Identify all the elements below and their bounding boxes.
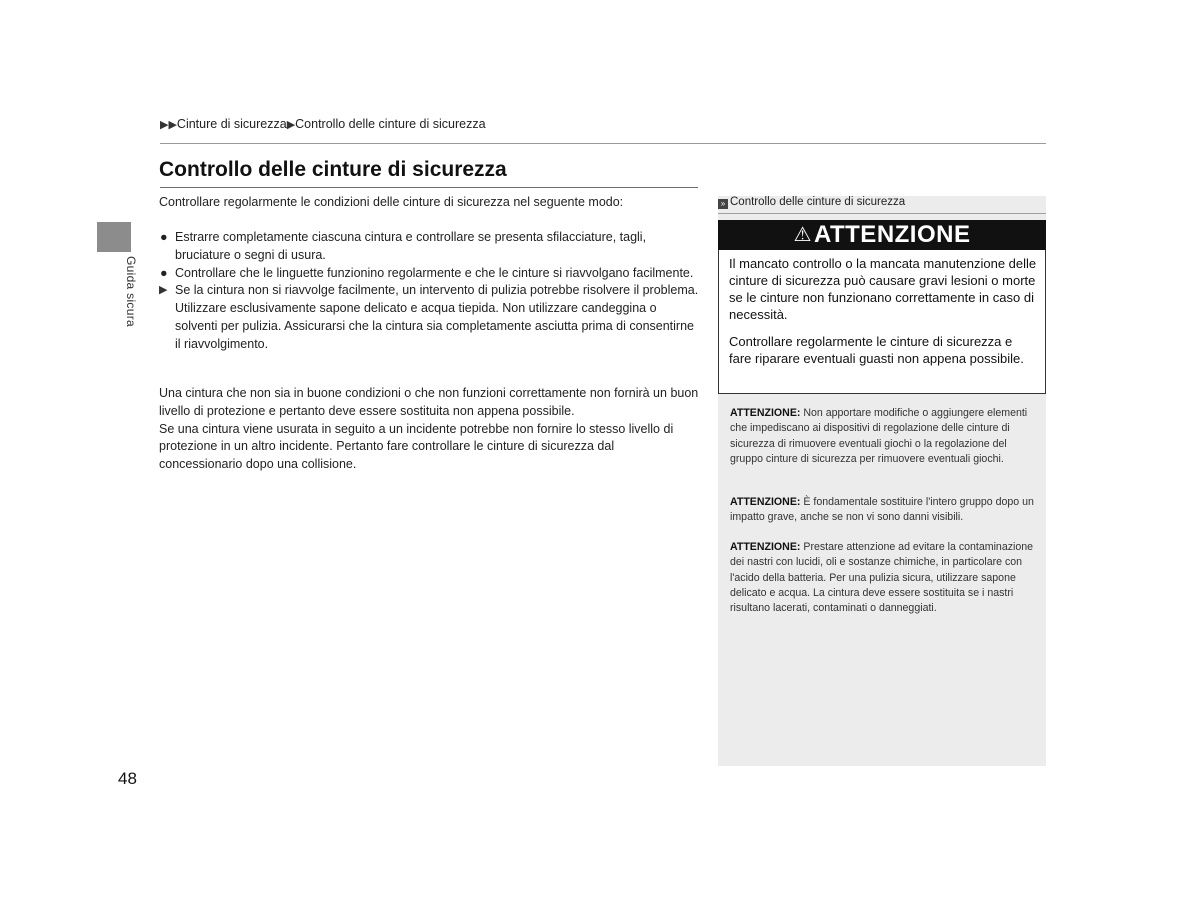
breadcrumb (160, 117, 486, 131)
list-item (159, 229, 699, 265)
arrow-right-icon: ▶ (159, 284, 168, 297)
sidebar-header (718, 196, 1046, 214)
warning-header (718, 220, 1046, 250)
intro-text: Controllare regolarmente le condizioni delle cinture di sicurezza nel seguente modo: (159, 195, 624, 209)
breadcrumb-item-current[interactable]: Controllo delle cinture di sicurezza (295, 117, 486, 131)
caution-note (730, 540, 1036, 616)
paragraph-after-collision: Se una cintura viene usurata in seguito a un incidente potrebbe non fornire lo stesso livello di protezione in un altro incidente. Pertanto fare controllare le cinture di sicurezza dal concessionario dopo una collisione. (159, 421, 674, 472)
page-title: Controllo delle cinture di sicurezza (159, 158, 507, 181)
warning-text-2: Controllare regolarmente le cinture di sicurezza e fare riparare eventuali guasti non appena possibile. (729, 334, 1024, 366)
sub-note (159, 282, 699, 353)
caution-text: È fondamentale sostituire l'intero gruppo dopo un impatto grave, anche se non vi sono danni visibili. (730, 496, 1034, 524)
warning-text-1: Il mancato controllo o la mancata manutenzione delle cinture di sicurezza può causare gravi lesioni o morte se le cinture non funzionano correttamente in caso di necessità. (729, 256, 1037, 322)
header-divider (160, 143, 1046, 144)
sidebar-header-text: Controllo delle cinture di sicurezza (730, 196, 906, 208)
bullet-icon: ● (160, 230, 168, 244)
caution-label: ATTENZIONE: (730, 496, 801, 508)
list-item-text: Estrarre completamente ciascuna cintura e controllare se presenta sfilacciature, tagli, bruciature o segni di usura. (175, 230, 647, 262)
caution-text: Prestare attenzione ad evitare la contaminazione dei nastri con lucidi, oli e sostanze chimiche, in particolare con l'acido della batteria. Per una pulizia sicura, utilizzare sapone delicato e acqua. La cintura deve essere sostituita se i nastri risultano lacerati, contaminati o danneggiati. (730, 541, 1034, 615)
list-item-text: Controllare che le linguette funzionino regolarmente e che le cinture si riavvolgano facilmente. (175, 265, 694, 280)
reference-icon: » (718, 199, 728, 209)
body-paragraph (159, 385, 699, 474)
list-item (159, 265, 699, 283)
title-divider (160, 187, 698, 188)
section-tab[interactable] (97, 222, 131, 252)
warning-title: ATTENZIONE (813, 221, 971, 248)
caution-label: ATTENZIONE: (730, 407, 801, 419)
section-label: Guida sicura (124, 256, 138, 327)
caution-note (730, 495, 1036, 526)
caution-text: Non apportare modifiche o aggiungere elementi che impediscano ai dispositivi di regolazione delle cinture di sicurezza di rimuovere eventuali giochi o la regolazione del gruppo cinture di sicurezza per rimuovere eventuali giochi. (730, 407, 1028, 465)
paragraph-replacement: Una cintura che non sia in buone condizioni o che non funzioni correttamente non fornirà un buon livello di protezione e pertanto deve essere sostituita non appena possibile. (159, 386, 699, 418)
sub-note-text: Se la cintura non si riavvolge facilmente, un intervento di pulizia potrebbe risolvere il problema. Utilizzare esclusivamente sapone delicato e acqua tiepida. Non utilizzare candeggina o solventi per pulizia. Assicurarsi che la cintura sia completamente asciutta prima di consentirne il riavvolgimento. (175, 283, 699, 351)
breadcrumb-item-seatbelts[interactable]: Cinture di sicurezza (176, 117, 287, 131)
check-list (159, 229, 699, 354)
caution-label: ATTENZIONE: (730, 541, 801, 553)
page-number: 48 (118, 769, 137, 788)
breadcrumb-separator-icon: ▶ (286, 119, 296, 131)
breadcrumb-arrows-icon: ▶▶ (160, 119, 177, 131)
warning-triangle-icon: ⚠ (793, 224, 812, 246)
caution-note (730, 406, 1036, 467)
bullet-icon: ● (160, 265, 168, 280)
